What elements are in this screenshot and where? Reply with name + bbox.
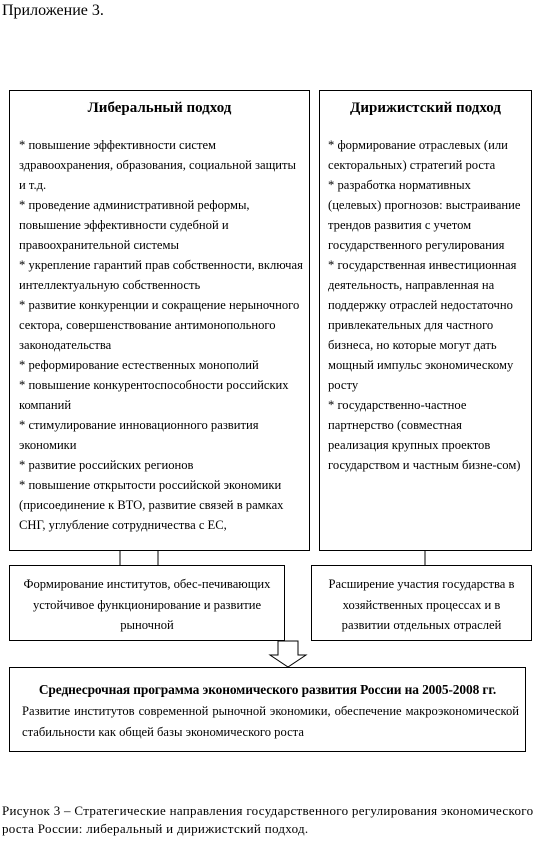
- dirigiste-approach-box: [319, 90, 532, 551]
- liberal-item: * проведение административной реформы, повышение эффективности судебной и правоохранительной системы: [19, 198, 250, 252]
- appendix-label: Приложение 3.: [2, 2, 104, 19]
- liberal-item: * стимулирование инновационного развития экономики: [19, 418, 259, 452]
- liberal-item: * повышение эффективности систем здравоохранения, образования, социальной защиты и т.д.: [19, 138, 296, 192]
- liberal-item: * реформирование естественных монополий: [19, 358, 259, 372]
- figure-caption: Рисунок 3 – Стратегические направления государственного регулирования экономического роста России: либеральный и дирижистский подход.: [2, 803, 534, 836]
- liberal-item: * укрепление гарантий прав собственности, включая интеллектуальную собственность: [19, 258, 303, 292]
- liberal-approach-box: [9, 90, 310, 551]
- liberal-item: * повышение открытости российской экономики (присоединение к ВТО, развитие связей в рамках СНГ, углубление сотрудничества с ЕС,: [19, 478, 284, 532]
- dirigiste-item: * государственная инвестиционная деятельность, направленная на поддержку отраслей недостаточно привлекательных для частного бизнеса, но которые могут дать мощный импульс экономическому росту: [328, 258, 517, 392]
- program-box: [9, 667, 526, 752]
- program-text: Развитие институтов современной рыночной экономики, обеспечение макроэкономической стабильности как общей базы экономического роста: [22, 704, 519, 739]
- dirigiste-item: * формирование отраслевых (или секторальных) стратегий роста: [328, 138, 508, 172]
- institutions-box: [9, 565, 285, 641]
- state-participation-box: [311, 565, 532, 641]
- state-participation-text: Расширение участия государства в хозяйственных процессах и в развитии отдельных отраслей: [328, 577, 515, 632]
- liberal-item: * развитие российских регионов: [19, 458, 194, 472]
- liberal-item: * развитие конкуренции и сокращение нерыночного сектора, совершенствование антимонопольного законодательства: [19, 298, 300, 352]
- dirigiste-item: * разработка нормативных (целевых) прогнозов: выстраивание трендов развития с учетом государственного регулирования: [328, 178, 521, 252]
- liberal-title: Либеральный подход: [87, 100, 232, 116]
- liberal-item: * повышение конкурентоспособности российских компаний: [19, 378, 289, 412]
- dirigiste-title: Дирижистский подход: [350, 100, 501, 116]
- institutions-text: Формирование институтов, обес-печивающих устойчивое функционирование и развитие рыночной: [23, 577, 271, 632]
- dirigiste-item: * государственно-частное партнерство (совместная реализация крупных проектов государством и частным бизне-сом): [328, 398, 521, 472]
- program-title: Среднесрочная программа экономического развития России на 2005-2008 гг.: [38, 682, 497, 697]
